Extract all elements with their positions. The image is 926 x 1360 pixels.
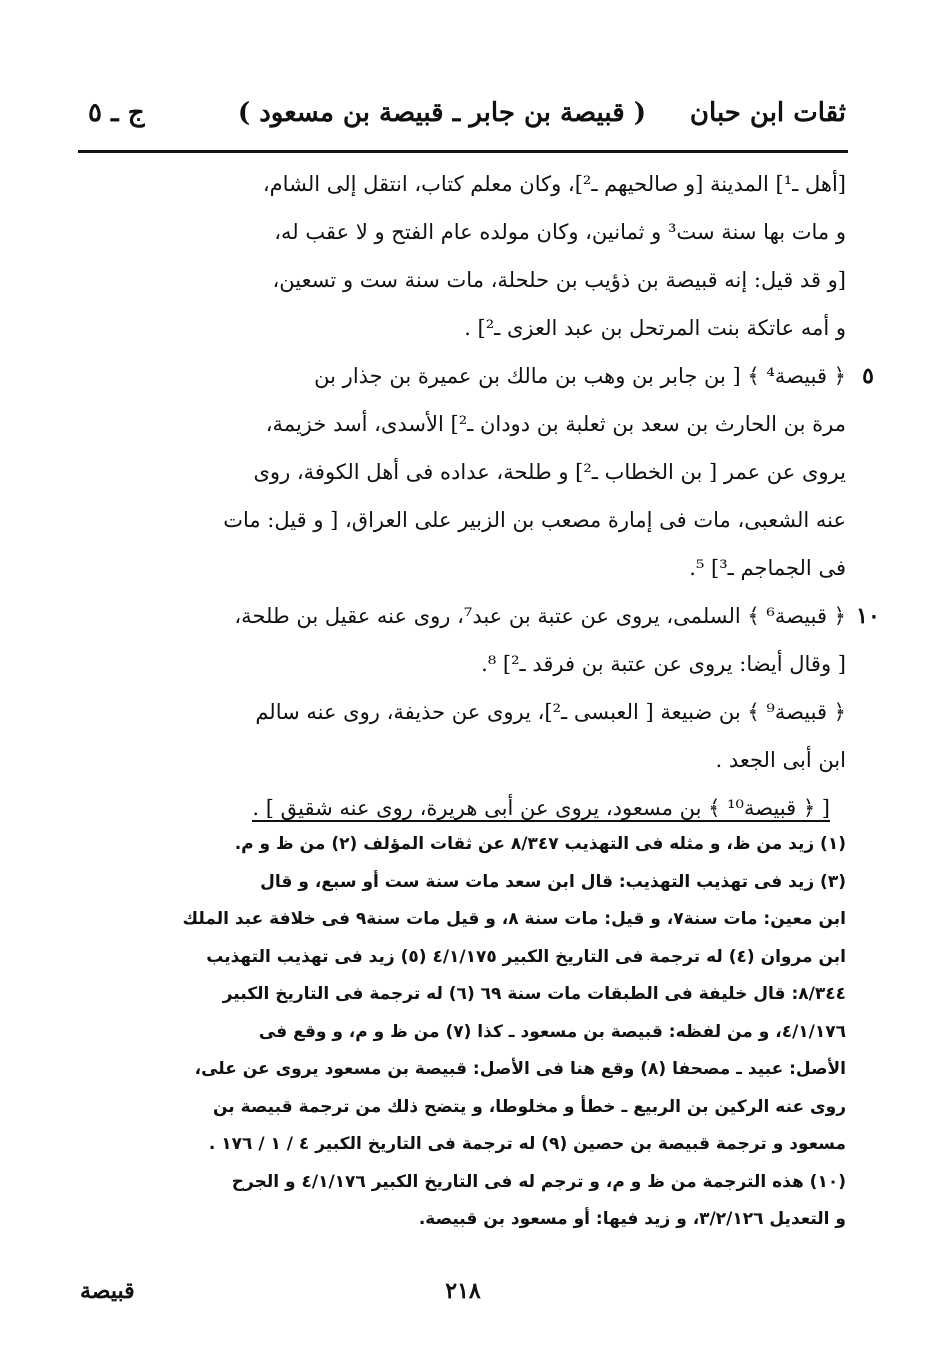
text-line: و أمه عاتكة بنت المرتحل بن عبد العزى ـ²] .	[464, 316, 846, 340]
text-line: و مات بها سنة ست³ و ثمانين، وكان مولده عام الفتح و لا عقب له،	[274, 220, 846, 244]
text-line: [ وقال أيضا: يروى عن عتبة بن فرقد ـ²] ⁸.	[481, 652, 846, 676]
footnote-line: ابن مروان (٤) له ترجمة فى التاريخ الكبير ٤/١/١٧٥ (٥) زيد فى تهذيب التهذيب	[206, 946, 846, 967]
section-title: ( قبيصة بن جابر ـ قبيصة بن مسعود )	[237, 98, 646, 128]
text-line: فى الجماجم ـ³] ⁵.	[689, 556, 846, 580]
text-line: [أهل ـ¹] المدينة [و صالحيهم ـ²]، وكان معلم كتاب، انتقل إلى الشام،	[262, 172, 846, 196]
main-text	[80, 160, 880, 832]
catchword: قبيصة	[80, 1278, 135, 1304]
entry-qabisa-al-sulami	[80, 592, 880, 688]
text-line: [و قد قيل: إنه قبيصة بن ذؤيب بن حلحلة، مات سنة ست و تسعين،	[272, 268, 846, 292]
text-line: عنه الشعبى، مات فى إمارة مصعب بن الزبير على العراق، [ و قيل: مات	[223, 508, 846, 532]
running-header	[80, 98, 846, 140]
footnote-line: الأصل: عبيد ـ مصحفا (٨) وقع هنا فى الأصل: قبيصة بن مسعود يروى عن على،	[194, 1059, 846, 1079]
book-title: ثقات ابن حبان	[689, 98, 846, 128]
header-rule	[78, 150, 848, 153]
text-line: مرة بن الحارث بن سعد بن ثعلبة بن دودان ـ²] الأسدى، أسد خزيمة،	[265, 412, 846, 436]
footnote-line: (١) زيد من ظ، و مثله فى التهذيب ٨/٣٤٧ عن ثقات المؤلف (٢) من ظ و م.	[234, 834, 846, 854]
text-line: ﴿ قبيصة⁴ ﴾ [ بن جابر بن وهب بن مالك بن عميرة بن جذار بن	[314, 364, 846, 388]
text-line: ﴿ قبيصة⁹ ﴾ بن ضبيعة [ العبسى ـ²]، يروى عن حذيفة، روى عنه سالم	[255, 700, 846, 724]
footnote-line: (١٠) هذه الترجمة من ظ و م، و ترجم له فى التاريخ الكبير ٤/١/١٧٦ و الجرح	[231, 1171, 846, 1192]
footnote-line: ابن معين: مات سنة٧، و قيل: مات سنة ٨، و قيل مات سنة٩ فى خلافة عبد الملك	[182, 909, 846, 929]
text-line: ﴿ قبيصة⁶ ﴾ السلمى، يروى عن عتبة بن عبد⁷، روى عنه عقيل بن طلحة،	[234, 604, 846, 628]
footnote-line: و التعديل ٣/٢/١٢٦، و زيد فيها: أو مسعود بن قبيصة.	[418, 1209, 846, 1229]
entry-qabisa-ibn-jabir	[80, 352, 874, 592]
line-number-marker: ١٠	[856, 603, 880, 629]
entry-qabisa-ibn-masud	[80, 784, 846, 832]
footnote-line: ٤/١/١٧٦، و من لفظه: قبيصة بن مسعود ـ كذا (٧) من ظ و م، و وقع فى	[258, 1021, 846, 1042]
footnotes	[80, 826, 846, 1239]
text-line: يروى عن عمر [ بن الخطاب ـ²] و طلحة، عداده فى أهل الكوفة، روى	[253, 460, 846, 484]
volume-label: ج ـ ٥	[88, 98, 145, 128]
underlined-entry-text: [ ﴿ قبيصة¹⁰ ﴾ بن مسعود، يروى عن أبى هريرة، روى عنه شقيق ] .	[252, 796, 830, 820]
footnote-line: مسعود و ترجمة قبيصة بن حصين (٩) له ترجمة فى التاريخ الكبير ٤ / ١ / ١٧٦ .	[208, 1134, 846, 1154]
entry-qabisa-ibn-dubaya	[80, 688, 846, 784]
entry-continuation	[80, 160, 846, 352]
line-number-marker: ٥	[862, 363, 874, 389]
text-line: ابن أبى الجعد .	[715, 748, 846, 772]
text-line	[80, 784, 846, 832]
footnote-line: روى عنه الركين بن الربيع ـ خطأ و مخلوطا، و يتضح ذلك من ترجمة قبيصة بن	[212, 1096, 846, 1117]
footnote-line: (٣) زيد فى تهذيب التهذيب: قال ابن سعد مات سنة ست أو سبع، و قال	[260, 871, 846, 892]
page-number: ٢١٨	[445, 1278, 481, 1304]
page-footer	[80, 1278, 846, 1318]
footnote-line: ٨/٣٤٤: قال خليفة فى الطبقات مات سنة ٦٩ (٦) له ترجمة فى التاريخ الكبير	[222, 984, 846, 1004]
